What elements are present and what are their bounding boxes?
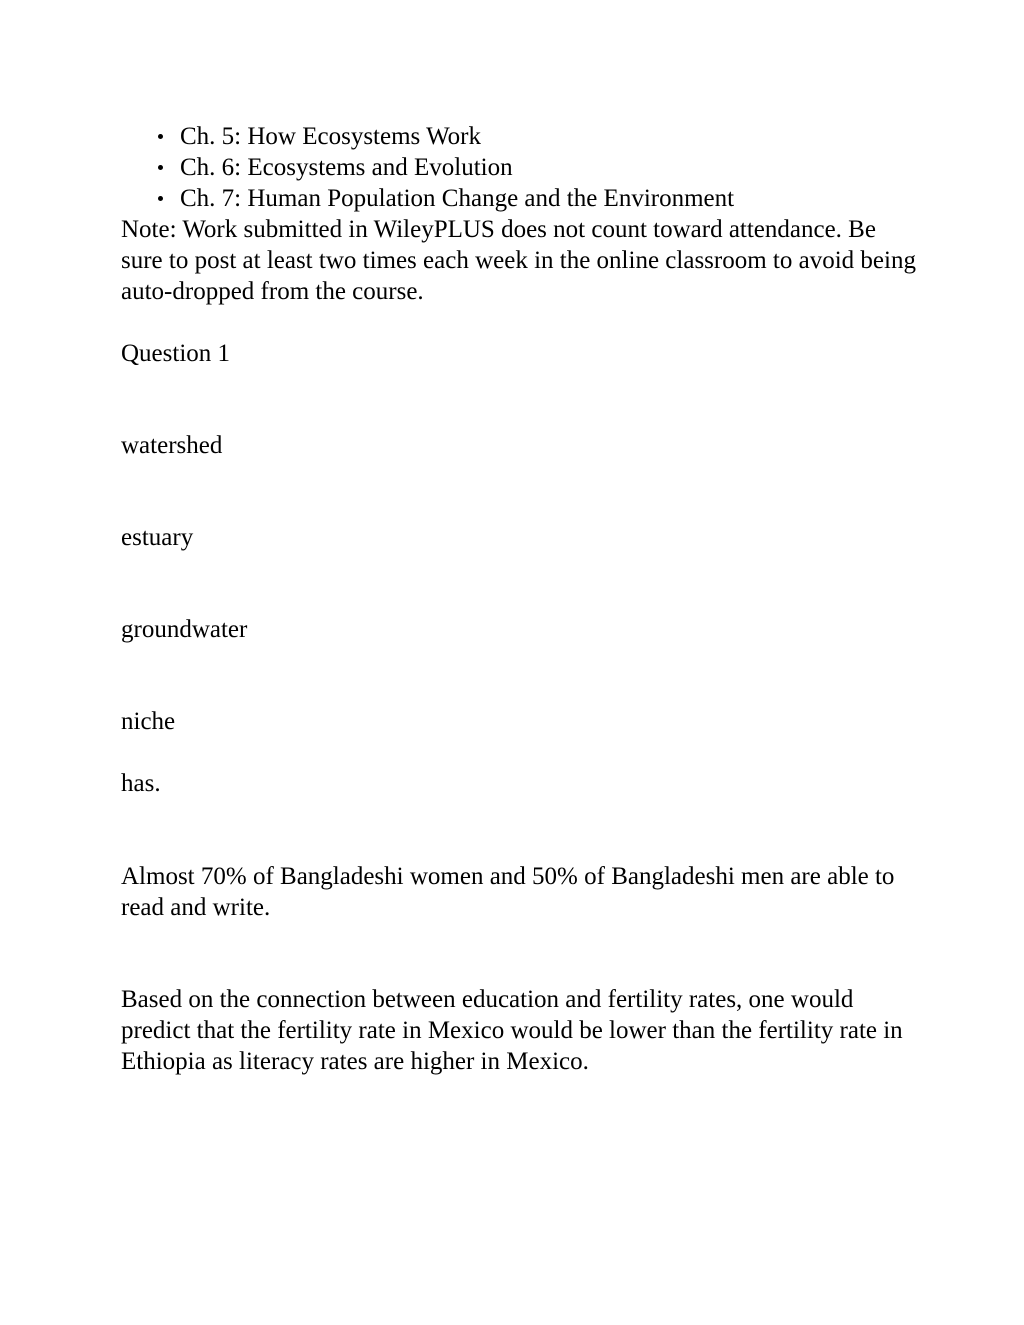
answer-option: estuary xyxy=(121,524,194,551)
chapter-label: Ch. 6: Ecosystems and Evolution xyxy=(180,154,513,181)
chapter-label: Ch. 5: How Ecosystems Work xyxy=(180,123,481,150)
statement-paragraph: Based on the connection between education and fertility rates, one would predict that the fertility rate in Mexico would be lower than the fertility rate in Ethiopia as literacy rates are higher in Mexico. xyxy=(121,986,903,1075)
list-item xyxy=(121,183,921,214)
list-item xyxy=(121,152,921,183)
attendance-note: Note: Work submitted in WileyPLUS does not count toward attendance. Be sure to post at least two times each week in the online classroom to avoid being auto-dropped from the course. xyxy=(121,216,916,305)
answer-option: niche xyxy=(121,708,176,735)
bullet-icon xyxy=(158,134,163,139)
bullet-icon xyxy=(158,165,163,170)
question-label: Question 1 xyxy=(121,340,231,367)
chapter-label: Ch. 7: Human Population Change and the Environment xyxy=(180,185,735,212)
chapter-list xyxy=(121,121,921,214)
list-item xyxy=(121,121,921,152)
statement-paragraph: Almost 70% of Bangladeshi women and 50% of Bangladeshi men are able to read and write. xyxy=(121,863,895,921)
bullet-icon xyxy=(158,196,163,201)
answer-option: groundwater xyxy=(121,616,248,643)
text-fragment: has. xyxy=(121,770,161,797)
answer-option: watershed xyxy=(121,432,223,459)
